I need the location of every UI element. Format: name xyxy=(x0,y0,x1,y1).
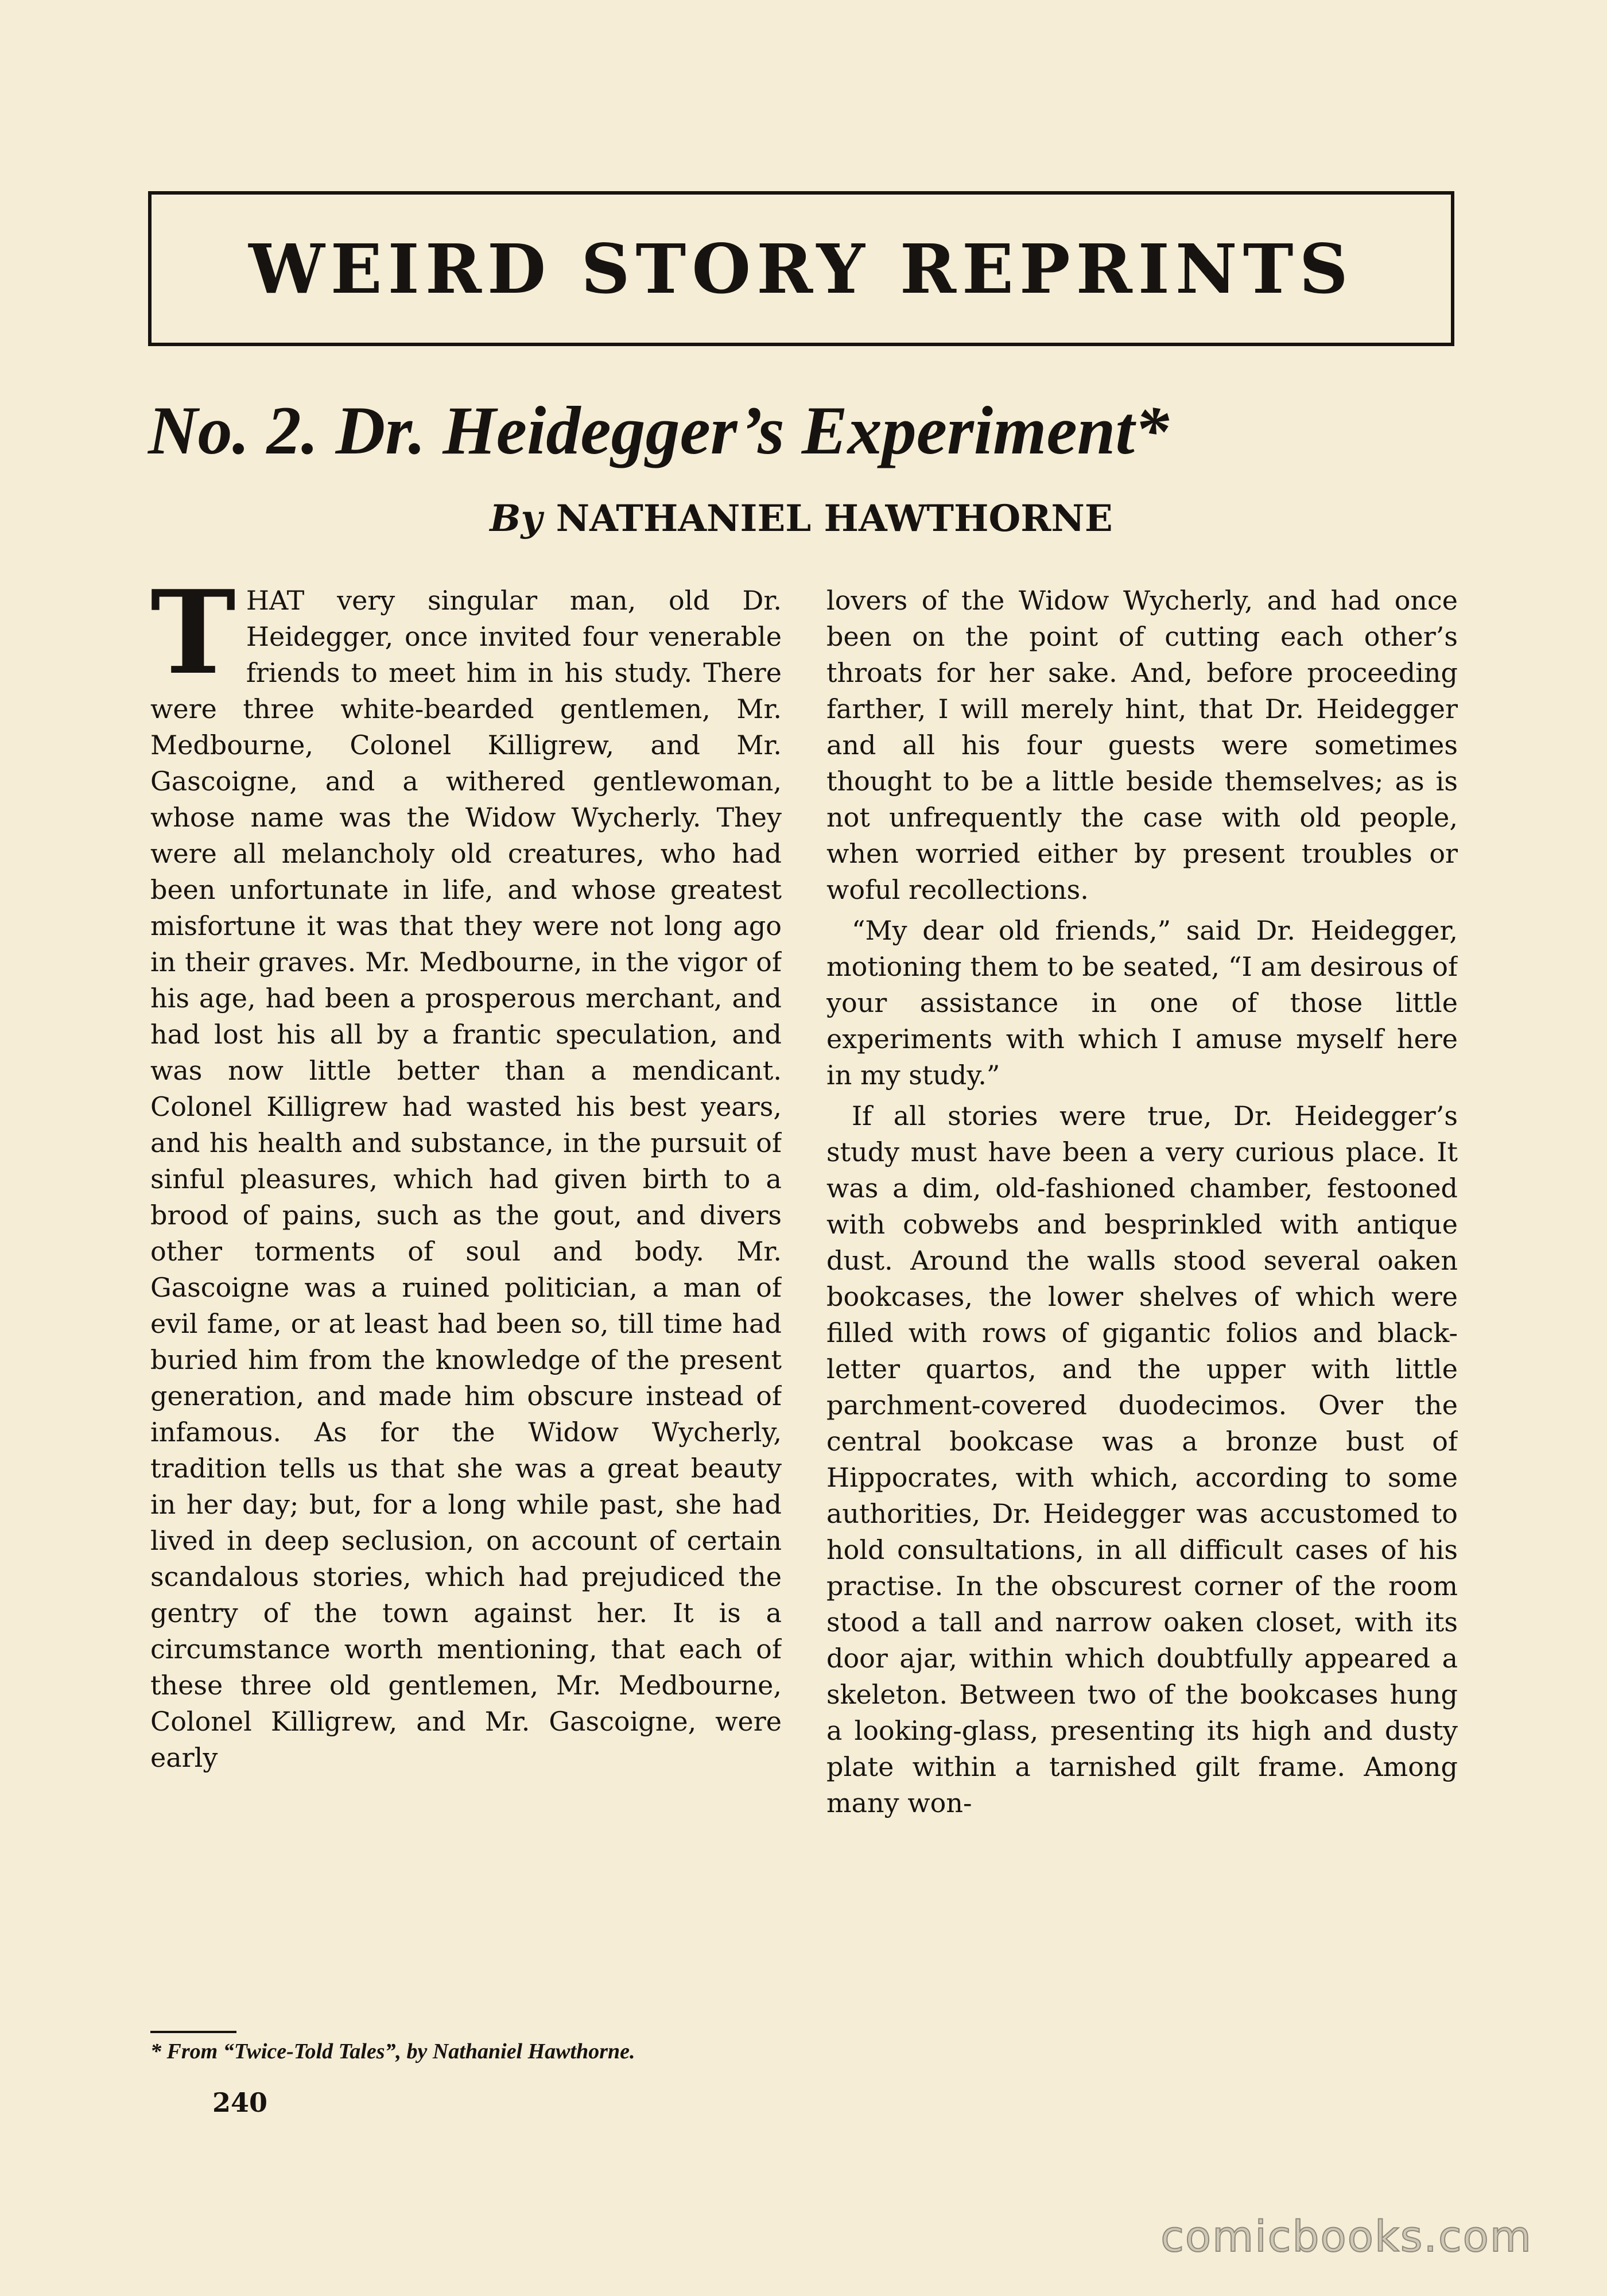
paragraph-text: HAT very singular man, old Dr. Heidegger, once invited four venerable friends to meet him in his study. There were three white-bearded gentlemen, Mr. Medbourne, Colonel Killigrew, and Mr. Gascoigne, and a withered gentlewoman, whose name was the Widow Wycherly. They were all melancholy old creatures, who had been unfortunate in life, and whose greatest misfortune it was that they were not long ago in their graves. Mr. Medbourne, in the vigor of his age, had been a prosperous merchant, and had lost his all by a frantic speculation, and was now little better than a mendicant. Colonel Killigrew had wasted his best years, and his health and substance, in the pursuit of sinful pleasures, which had given birth to a brood of pains, such as the gout, and divers other torments of soul and body. Mr. Gascoigne was a ruined politician, a man of evil fame, or at least had been so, till time had buried him from the knowledge of the present generation, and made him obscure instead of infamous. As for the Widow Wycherly, tradition tells us that she was a great beauty in her day; but, for a long while past, she had lived in deep seclusion, on account of certain scandalous stories, which had prejudiced the gentry of the town against her. It is a circumstance worth mentioning, that each of these three old gentlemen, Mr. Medbourne, Colonel Killigrew, and Mr. Gascoigne, were early xyxy=(150,585,782,1773)
paragraph xyxy=(150,583,782,1776)
footnote-rule xyxy=(150,2031,236,2033)
footnote: * From “Twice-Told Tales”, by Nathaniel Hawthorne. xyxy=(150,2039,635,2064)
paragraph: lovers of the Widow Wycherly, and had once been on the point of cutting each other’s throats for her sake. And, before proceeding farther, I will merely hint, that Dr. Heidegger and all his four guests were sometimes thought to be a little beside themselves; as is not unfrequently the case with old people, when worried either by present troubles or woful recollections. xyxy=(826,585,1458,905)
section-title: WEIRD STORY REPRINTS xyxy=(249,228,1354,309)
story-title: No. 2. Dr. Heidegger’s Experiment* xyxy=(148,392,1169,468)
left-column xyxy=(150,583,782,1995)
drop-cap: T xyxy=(150,583,236,700)
paragraph: “My dear old friends,” said Dr. Heidegger, motioning them to be seated, “I am desirous of your assistance in one of those little experiments with which I amuse myself here in my study.” xyxy=(826,915,1458,1091)
watermark: comicbooks.com xyxy=(1160,2212,1532,2262)
section-banner xyxy=(148,191,1454,346)
page-number: 240 xyxy=(212,2087,268,2118)
byline-author: NATHANIEL HAWTHORNE xyxy=(556,497,1113,540)
byline xyxy=(148,497,1454,540)
paragraph: If all stories were true, Dr. Heidegger’s study must have been a very curious place. It was a dim, old-fashioned chamber, festooned with cobwebs and besprinkled with antique dust. Around the walls stood several oaken bookcases, the lower shelves of which were filled with rows of gigantic folios and black-letter quartos, and the upper with little parchment-covered duodecimos. Over the central bookcase was a bronze bust of Hippocrates, with which, according to some authorities, Dr. Heidegger was accustomed to hold consultations, in all difficult cases of his practise. In the obscurest corner of the room stood a tall and narrow oaken closet, with its door ajar, within which doubtfully appeared a skeleton. Between two of the bookcases hung a looking-glass, presenting its high and dusty plate within a tarnished gilt frame. Among many won- xyxy=(826,1100,1458,1818)
right-column xyxy=(826,583,1458,2086)
byline-by: By xyxy=(490,497,542,540)
